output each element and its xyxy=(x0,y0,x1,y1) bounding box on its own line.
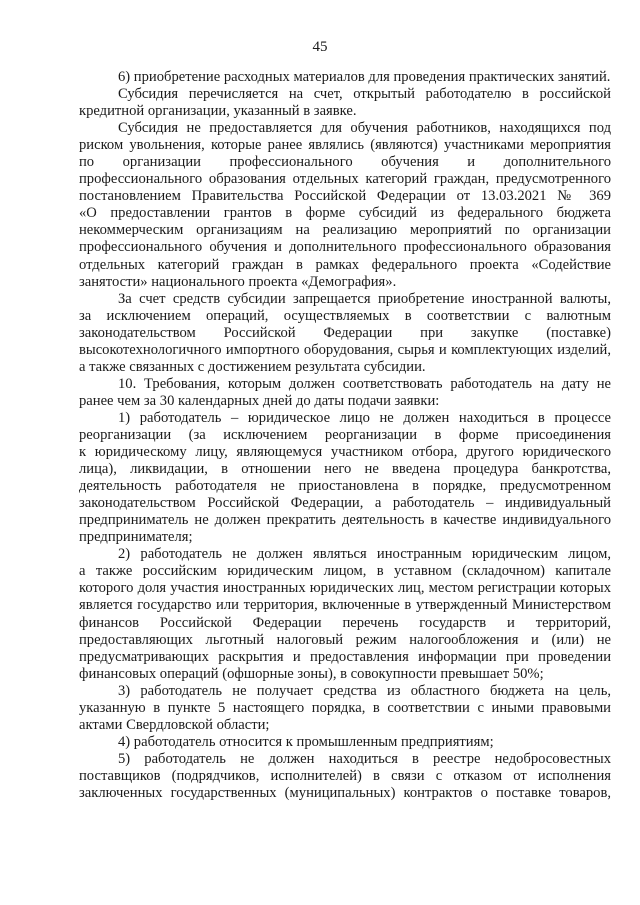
paragraph-requirements-heading: 10. Требования, которым должен соответствовать работодатель на дату не ранее чем за 30 календарных дней до даты подачи заявки: xyxy=(79,375,611,409)
paragraph-subsidy-account: Субсидия перечисляется на счет, открытый работодателю в российской кредитной организации, указанный в заявке. xyxy=(79,86,611,120)
document-body xyxy=(79,69,611,802)
paragraph-requirement-3: 3) работодатель не получает средства из областного бюджета на цель, указанную в пункте 5 настоящего порядка, в соответствии с иными правовыми актами Свердловской области; xyxy=(79,682,611,733)
paragraph-subsidy-exclusion: Субсидия не предоставляется для обучения работников, находящихся под риском увольнения, которые ранее являлись (являются) участниками мероприятия по организации профессионального обучения и дополнительного профессионального образования отдельных категорий граждан, предусмотренного постановлением Правительства Российской Федерации от 13.03.2021 № 369 «О предоставлении грантов в форме субсидий из федерального бюджета некоммерческим организациям на реализацию мероприятий по организации профессионального обучения и дополнительного профессионального образования отдельных категорий граждан в рамках федерального проекта «Содействие занятости» национального проекта «Демография». xyxy=(79,120,611,290)
paragraph-requirement-1: 1) работодатель – юридическое лицо не должен находиться в процессе реорганизации (за исключением реорганизации в форме присоединения к юридическому лицу, являющемуся участником отбора, другого юридического лица), ликвидации, в отношении него не введена процедура банкротства, деятельность работодателя не приостановлена в порядке, предусмотренном законодательством Российской Федерации, а работодатель – индивидуальный предприниматель не должен прекратить деятельность в качестве индивидуального предпринимателя; xyxy=(79,409,611,546)
paragraph-requirement-2: 2) работодатель не должен являться иностранным юридическим лицом, а также российским юридическим лицом, в уставном (складочном) капитале которого доля участия иностранных юридических лиц, местом регистрации которых является государство или территория, включенные в утвержденный Министерством финансов Российской Федерации перечень государств и территорий, предоставляющих льготный налоговый режим налогообложения и (или) не предусматривающих раскрытия и предоставления информации при проведении финансовых операций (офшорные зоны), в совокупности превышает 50%; xyxy=(79,546,611,682)
paragraph-item-6: 6) приобретение расходных материалов для проведения практических занятий. xyxy=(118,69,611,85)
paragraph-currency-restriction: За счет средств субсидии запрещается приобретение иностранной валюты, за исключением операций, осуществляемых в соответствии с валютным законодательством Российской Федерации при закупке (поставке) высокотехнологичного импортного оборудования, сырья и комплектующих изделий, а также связанных с достижением результата субсидии. xyxy=(79,290,611,375)
paragraph-requirement-4: 4) работодатель относится к промышленным предприятиям; xyxy=(118,733,494,750)
page-number: 45 xyxy=(312,39,328,55)
paragraph-requirement-5: 5) работодатель не должен находиться в реестре недобросовестных поставщиков (подрядчиков, исполнителей) в связи с отказом от исполнения заключенных государственных (муниципальных) контрактов о поставке товаров, xyxy=(79,750,611,801)
